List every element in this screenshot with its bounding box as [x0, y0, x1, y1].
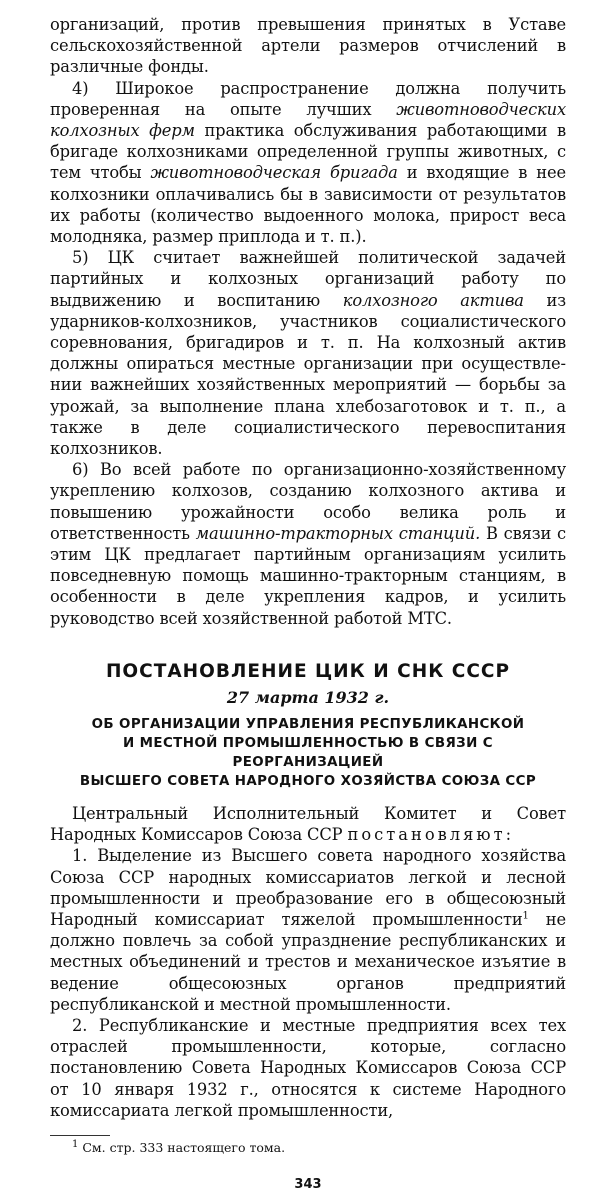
paragraph-text: не должно повлечь за собой упразднение республиканских и местных объединений и трестов и механическое изъятие в ведение общесоюзных органов предприятий республиканской и местной промышленности.: [50, 909, 566, 1014]
paragraph-text: 2. Республиканские и местные предприятия всех тех отраслей промышленности, которые, согласно постановлению Совета Народных Комиссаров Союза ССР от 10 января 1932 г., относятся к системе Народного комиссариата легкой промышленности,: [50, 1015, 566, 1120]
paragraph-text: практика обслуживания работающими в бригаде колхозниками определенной группы животных, с тем чтобы: [50, 121, 566, 183]
paragraph-continuation: [50, 14, 566, 78]
emphasis-text: колхозного актива: [342, 290, 524, 310]
paragraph-text: из ударников-колхозников, участников социалистического соревнования, бригадиров и т. п. На колхозный актив должны опираться местные организации при осуществлении важнейших хозяйственных мероприятий — борьбы за урожай, за выполнение плана хлебозаготовок и т. п., а также в деле социалистического перевоспитания колхозников.: [50, 290, 566, 459]
paragraph-text: В связи с этим ЦК предлагает партийным организациям усилить повседневную помощь машинно-тракторным станциям, в особенности в деле укрепления кадров, и усилить руководство всей хозяйственной работой МТС.: [50, 523, 566, 628]
emphasis-text: животноводческая бригада: [150, 163, 398, 183]
paragraph-text: 4) Широкое распространение должна получить проверенная на опыте лучших: [50, 78, 566, 119]
spaced-emphasis: постановляют: [347, 825, 506, 845]
emphasis-text: машинно-тракторных станций.: [195, 523, 481, 543]
paragraph-text: Центральный Исполнительный Комитет и Совет Народных Комиссаров Союза ССР: [50, 803, 566, 845]
paragraph-text: 5) ЦК считает важнейшей политической задачей партийных и колхозных организаций работу по выдвижению и воспитанию: [50, 248, 566, 310]
paragraph-item-4: [50, 78, 566, 248]
paragraph-text: организаций, против превышения принятых в Уставе сельскохозяйственной артели размеров отчислений в различные фонды.: [50, 15, 566, 77]
footnote-divider: [50, 1135, 110, 1136]
paragraph-item-5: [50, 247, 566, 459]
footnote-ref: 1: [522, 910, 529, 922]
paragraph-text: 6) Во всей работе по организационно-хозяйственному укреплению колхозов, созданию колхозного актива и повышению урожайности особо велика роль и ответственность: [50, 460, 566, 543]
decree-title: ПОСТАНОВЛЕНИЕ ЦИК И СНК СССР: [105, 660, 511, 682]
decree-subtitle: [50, 715, 566, 791]
page-number: 343: [294, 1176, 322, 1192]
paragraph-item-6: [50, 459, 566, 629]
footnote-text: См. стр. 333 настоящего тома.: [78, 1139, 286, 1155]
subtitle-line: ВЫСШЕГО СОВЕТА НАРОДНОГО ХОЗЯЙСТВА СОЮЗА ССР: [79, 773, 537, 789]
paragraph-text: :: [505, 825, 511, 845]
paragraph-text: 1. Выделение из Высшего совета народного хозяйства Союза ССР народных комиссариатов легкой и лесной промышленности и преобразование его в общесоюзный Народный комиссариат тяжелой промышленности: [50, 846, 566, 929]
paragraph-text: и входящие в нее колхозники оплачивались бы в зависимости от результатов их работы (количество выдоенного молока, прирост веса молодняка, размер приплода и т. п.).: [50, 163, 566, 247]
decree-item-1: [50, 845, 566, 1015]
footnote: [72, 1140, 566, 1155]
emphasis-text: животноводческих колхозных ферм: [50, 99, 566, 141]
decree-intro: [50, 803, 566, 845]
decree-date: 27 марта 1932 г.: [226, 687, 390, 707]
footnote-mark: 1: [72, 1138, 79, 1150]
subtitle-line: ОБ ОРГАНИЗАЦИИ УПРАВЛЕНИЯ РЕСПУБЛИКАНСКОЙ: [91, 716, 525, 732]
decree-item-2: [50, 1015, 566, 1121]
subtitle-line: И МЕСТНОЙ ПРОМЫШЛЕННОСТЬЮ В СВЯЗИ С РЕОРГАНИЗАЦИЕЙ: [123, 735, 493, 770]
